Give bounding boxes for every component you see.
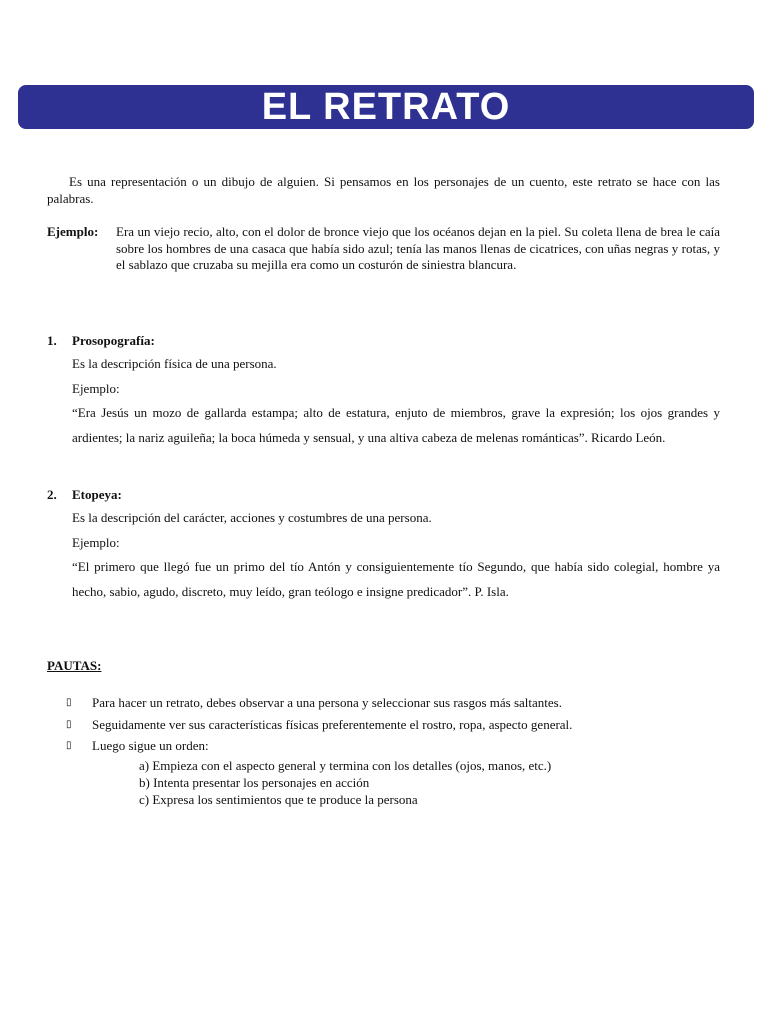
bullet-icon: ▯ xyxy=(66,697,72,708)
section-2-number: 2. xyxy=(47,487,57,502)
page-title: EL RETRATO xyxy=(261,86,511,128)
pautas-heading: PAUTAS: xyxy=(47,658,102,673)
section-1-body xyxy=(72,352,720,450)
list-item-text: Seguidamente ver sus características físicas preferentemente el rostro, ropa, aspecto general. xyxy=(92,716,573,732)
example-text: Era un viejo recio, alto, con el dolor de bronce viejo que los océanos dejan en la piel. Su coleta llena de brea le caía sobre los hombres de una casaca que había sido azul; tenía las manos llenas de cicatrices, con uñas negras y rotas, y el sablazo que cruzaba su mejilla era como un costurón de siniestra blancura. xyxy=(116,224,720,272)
section-1-example-label: Ejemplo: xyxy=(72,380,120,396)
list-item xyxy=(66,695,726,717)
section-2-quote: “El primero que llegó fue un primo del tío Antón y consiguientemente tío Segundo, que había sido colegial, hombre ya hecho, sabio, agudo, discreto, muy leído, gran teólogo e insigne predicador”. P. Isla. xyxy=(72,559,720,599)
intro-paragraph: Es una representación o un dibujo de alguien. Si pensamos en los personajes de un cuento, este retrato se hace con las palabras. xyxy=(47,174,720,206)
section-2-example-label: Ejemplo: xyxy=(72,534,120,550)
subitem: c) Expresa los sentimientos que te produce la persona xyxy=(139,792,418,807)
pautas-list xyxy=(66,695,726,760)
bullet-icon: ▯ xyxy=(66,718,72,730)
pautas-subitems xyxy=(139,757,551,808)
section-2-body xyxy=(72,506,720,604)
example-label: Ejemplo: xyxy=(47,224,99,239)
section-1-quote: “Era Jesús un mozo de gallarda estampa; alto de estatura, enjuto de miembros, grave la expresión; los ojos grandes y ardientes; la nariz aguileña; la boca húmeda y sensual, y una altiva cabeza de melenas románticas”. Ricardo León. xyxy=(72,405,720,445)
list-item-text: Para hacer un retrato, debes observar a una persona y seleccionar sus rasgos más saltantes. xyxy=(92,695,562,710)
subitem: b) Intenta presentar los personajes en acción xyxy=(139,775,370,790)
list-item xyxy=(66,717,726,739)
list-item-text: Luego sigue un orden: xyxy=(92,738,209,753)
section-1-number: 1. xyxy=(47,333,57,348)
section-1-definition: Es la descripción física de una persona. xyxy=(72,356,277,371)
section-2-definition: Es la descripción del carácter, acciones y costumbres de una persona. xyxy=(72,510,432,525)
subitem: a) Empieza con el aspecto general y termina con los detalles (ojos, manos, etc.) xyxy=(139,758,552,773)
section-2-title: Etopeya: xyxy=(72,487,122,502)
section-1-title: Prosopografía: xyxy=(72,333,155,348)
bullet-icon: ▯ xyxy=(66,740,72,751)
title-banner xyxy=(18,85,754,129)
